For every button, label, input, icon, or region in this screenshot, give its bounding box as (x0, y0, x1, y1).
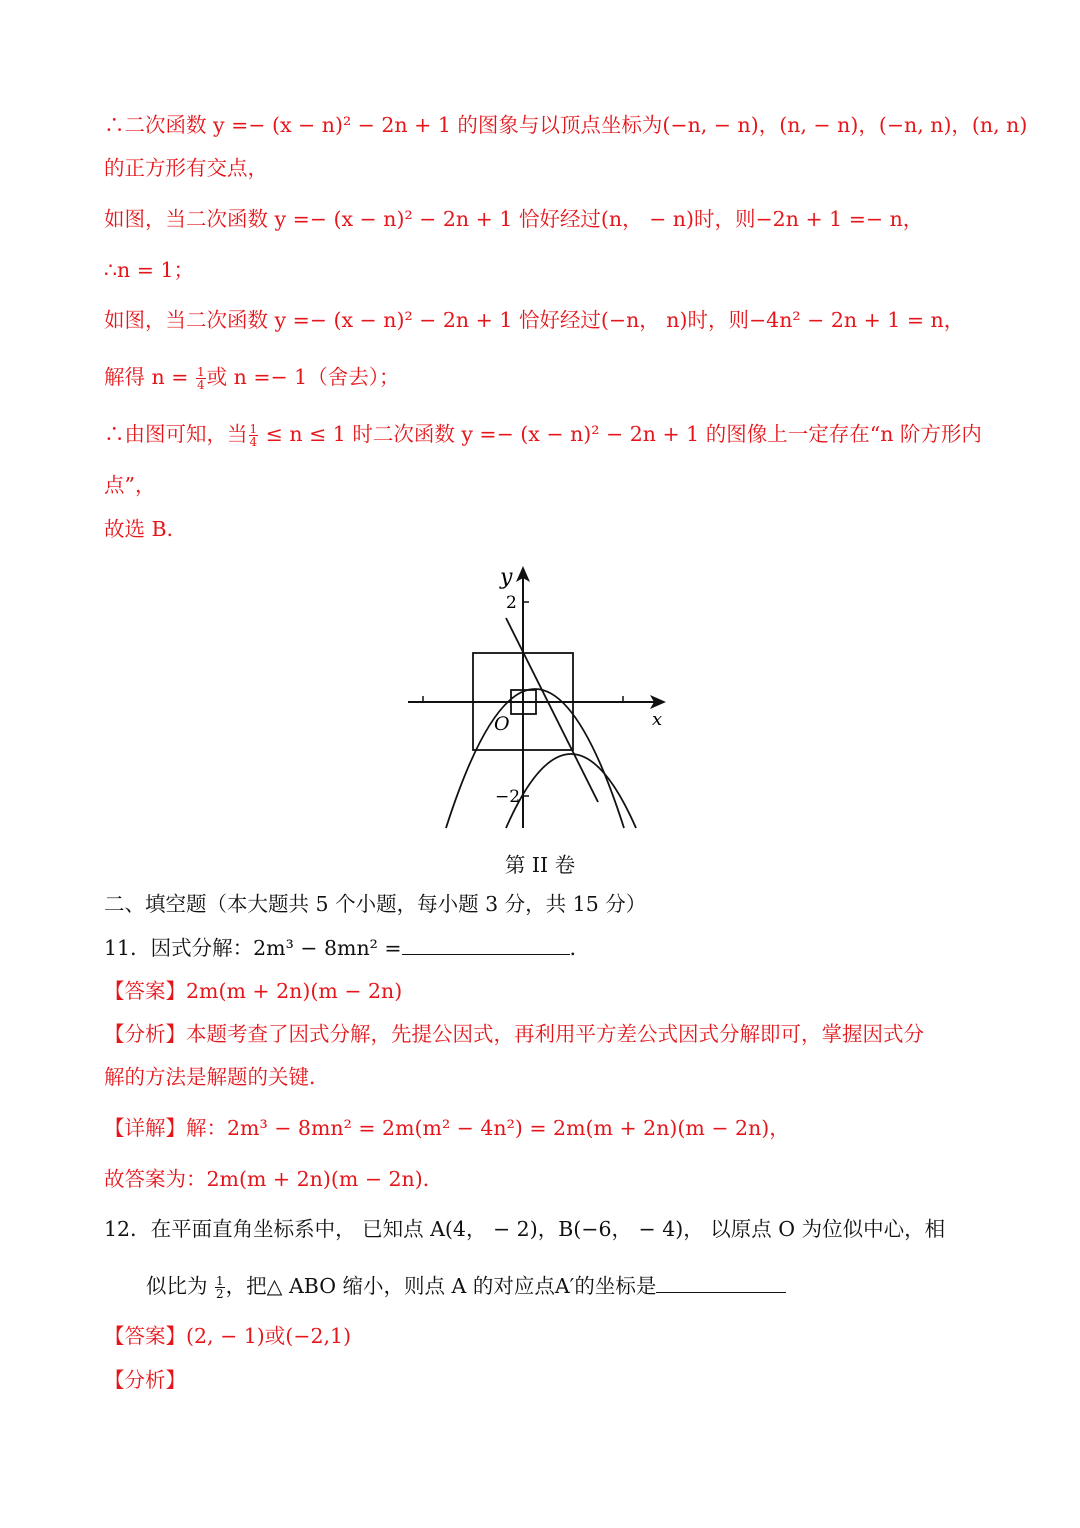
q11-question (104, 935, 590, 961)
solution-line-3: 如图，当二次函数 y =− (x − n)² − 2n + 1 恰好经过(n， − n)时，则−2n + 1 =− n， (104, 207, 924, 231)
y-tick-label-pos: 2 (506, 593, 517, 613)
q11-answer-blank[interactable] (402, 936, 570, 955)
origin-label: O (494, 713, 510, 735)
solution-line-1: ∴二次函数 y =− (x − n)² − 2n + 1 的图象与以顶点坐标为(−n, − n)，(n, − n)，(−n, n)，(n, n) (104, 113, 1028, 137)
q11-question-text: 11．因式分解：2m³ − 8mn² = (104, 936, 402, 960)
q11-question-end: ． (569, 936, 591, 960)
parabola-figure (400, 560, 680, 840)
y-axis-label: y (500, 565, 513, 590)
solution-line-9: 故选 B． (104, 517, 188, 541)
solution-line-6-post: 或 n =− 1（舍去）； (206, 365, 400, 389)
q12-answer: 【答案】(2, − 1)或(−2,1) (104, 1324, 352, 1348)
parabola-2 (506, 754, 636, 828)
x-axis-label: x (652, 709, 663, 730)
solution-line-8: 点”， (104, 473, 156, 497)
q11-answer: 【答案】2m(m + 2n)(m − 2n) (104, 979, 403, 1003)
solution-line-7-pre: ∴由图可知，当 (104, 422, 248, 446)
boundary-line (506, 618, 598, 802)
q12-answer-blank[interactable] (656, 1274, 786, 1293)
q12-question-2 (146, 1273, 786, 1300)
solution-line-7 (104, 421, 982, 448)
fraction-one-quarter: $\frac{1}{4}$ (196, 365, 205, 392)
solution-line-5: 如图，当二次函数 y =− (x − n)² − 2n + 1 恰好经过(−n， n)时，则−4n² − 2n + 1 = n， (104, 308, 965, 332)
y-tick-label-neg: −2 (495, 787, 521, 807)
q12-question-2-post: ，把△ ABO 缩小，则点 A 的对应点A′的坐标是 (225, 1274, 657, 1298)
solution-line-4: ∴n = 1； (104, 258, 194, 282)
q12-question-1: 12．在平面直角坐标系中， 已知点 A(4， − 2)，B(−6， − 4)， 以原点 O 为位似中心，相 (104, 1217, 946, 1241)
q11-detail: 【详解】解：2m³ − 8mn² = 2m(m² − 4n²) = 2m(m + 2n)(m − 2n)， (104, 1116, 790, 1140)
q11-final: 故答案为：2m(m + 2n)(m − 2n)． (104, 1167, 444, 1191)
fraction-one-half: $\frac{1}{2}$ (216, 1274, 224, 1301)
q11-analysis-2: 解的方法是解题的关键． (104, 1065, 330, 1089)
q12-question-2-pre: 似比为 (146, 1274, 215, 1298)
q11-analysis-1: 【分析】本题考查了因式分解，先提公因式，再利用平方差公式因式分解即可，掌握因式分 (104, 1022, 924, 1046)
q12-analysis: 【分析】 (104, 1368, 186, 1392)
fraction-one-quarter-2: $\frac{1}{4}$ (249, 422, 258, 449)
volume-caption: 第 II 卷 (504, 853, 576, 877)
section-title: 二、填空题（本大题共 5 个小题，每小题 3 分，共 15 分） (104, 892, 647, 916)
solution-line-6 (104, 364, 399, 391)
solution-line-6-pre: 解得 n = (104, 365, 195, 389)
solution-line-7-post: ≤ n ≤ 1 时二次函数 y =− (x − n)² − 2n + 1 的图像上一定存在“n 阶方形内 (259, 422, 982, 446)
solution-line-2: 的正方形有交点， (104, 156, 268, 180)
